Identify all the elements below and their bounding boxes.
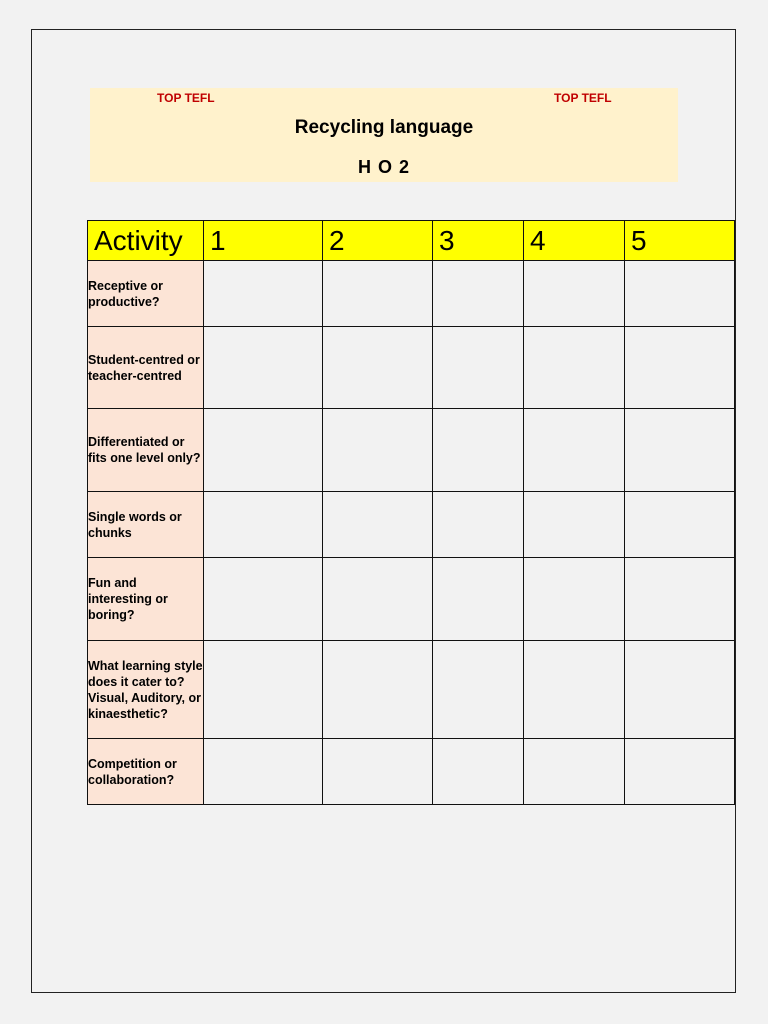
column-header-1: 1 — [204, 221, 323, 261]
column-header-4: 4 — [524, 221, 625, 261]
table-cell[interactable] — [323, 492, 433, 558]
column-header-2: 2 — [323, 221, 433, 261]
table-row — [88, 641, 735, 739]
table-row — [88, 409, 735, 492]
table-cell[interactable] — [323, 261, 433, 327]
table-cell[interactable] — [433, 558, 524, 641]
table-cell[interactable] — [433, 739, 524, 805]
brand-label-right: TOP TEFL — [554, 91, 612, 105]
brand-label-left: TOP TEFL — [157, 91, 215, 105]
table-cell[interactable] — [524, 558, 625, 641]
handout-number: H O 2 — [357, 157, 410, 177]
activity-evaluation-table — [87, 220, 735, 805]
row-label: What learning style does it cater to? Visual, Auditory, or kinaesthetic? — [88, 641, 204, 739]
table-cell[interactable] — [524, 409, 625, 492]
table-cell[interactable] — [323, 558, 433, 641]
table-cell[interactable] — [524, 492, 625, 558]
table-cell[interactable] — [433, 492, 524, 558]
row-label: Differentiated or fits one level only? — [88, 409, 204, 492]
table-row — [88, 492, 735, 558]
table-cell[interactable] — [433, 409, 524, 492]
table-cell[interactable] — [524, 327, 625, 409]
table-cell[interactable] — [323, 327, 433, 409]
table-cell[interactable] — [204, 261, 323, 327]
table-cell[interactable] — [625, 558, 735, 641]
table-cell[interactable] — [625, 492, 735, 558]
row-label: Single words or chunks — [88, 492, 204, 558]
document-page — [31, 29, 736, 993]
row-label: Fun and interesting or boring? — [88, 558, 204, 641]
table-cell[interactable] — [524, 739, 625, 805]
table-cell[interactable] — [323, 409, 433, 492]
row-label: Receptive or productive? — [88, 261, 204, 327]
column-header-3: 3 — [433, 221, 524, 261]
table-cell[interactable] — [625, 327, 735, 409]
row-label: Student-centred or teacher-centred — [88, 327, 204, 409]
table-header-row — [88, 221, 735, 261]
table-cell[interactable] — [204, 641, 323, 739]
table-cell[interactable] — [524, 641, 625, 739]
table-cell[interactable] — [433, 327, 524, 409]
header-banner — [90, 88, 678, 182]
column-header-5: 5 — [625, 221, 735, 261]
table-cell[interactable] — [204, 327, 323, 409]
row-label: Competition or collaboration? — [88, 739, 204, 805]
column-header-activity: Activity — [88, 221, 204, 261]
table-cell[interactable] — [204, 558, 323, 641]
table-row — [88, 327, 735, 409]
table-cell[interactable] — [625, 641, 735, 739]
table-cell[interactable] — [625, 409, 735, 492]
table-cell[interactable] — [625, 261, 735, 327]
table-cell[interactable] — [323, 641, 433, 739]
table-cell[interactable] — [433, 261, 524, 327]
table-row — [88, 558, 735, 641]
page-title: Recycling language — [294, 117, 474, 138]
table-row — [88, 261, 735, 327]
table-cell[interactable] — [524, 261, 625, 327]
table-cell[interactable] — [433, 641, 524, 739]
table-cell[interactable] — [323, 739, 433, 805]
table-cell[interactable] — [625, 739, 735, 805]
table-cell[interactable] — [204, 739, 323, 805]
table-cell[interactable] — [204, 492, 323, 558]
table-row — [88, 739, 735, 805]
table-cell[interactable] — [204, 409, 323, 492]
